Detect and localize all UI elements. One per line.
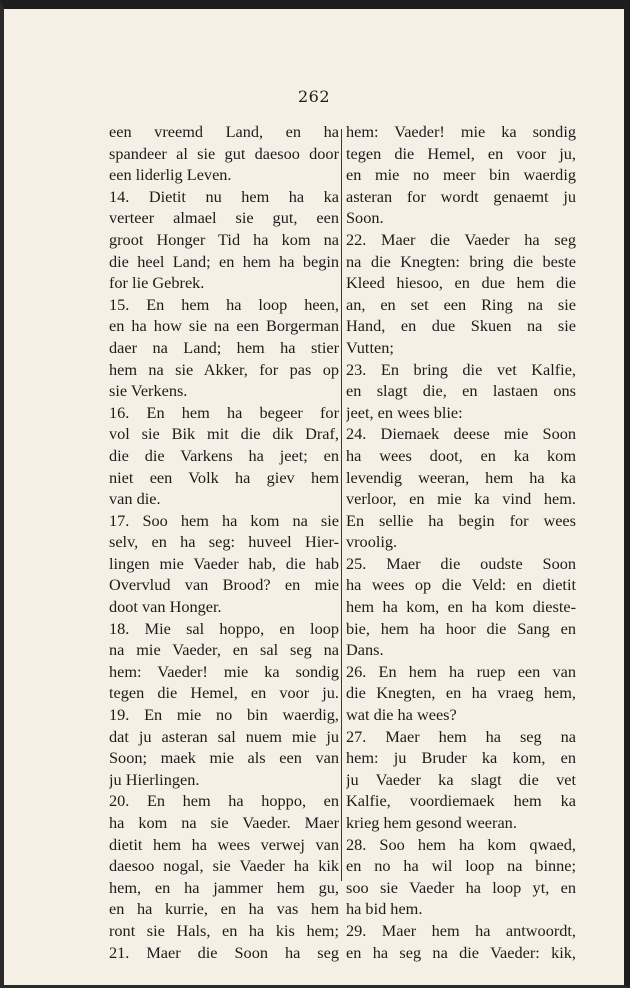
text-line: lingen mie Vaeder hab, die hab <box>109 553 339 573</box>
text-line: een vreemd Land, en ha <box>109 122 339 141</box>
text-line: tegen die Hemel, en voor ju. <box>109 683 339 703</box>
text-line: en no ha wil loop na binne; <box>346 856 576 876</box>
text-line: groot Honger Tid ha kom na <box>109 229 339 249</box>
text-line: En sellie ha begin for wees <box>346 510 576 530</box>
text-line: verteer almael sie gut, een <box>109 208 339 228</box>
text-line: die die Varkens ha jeet; en <box>109 445 339 465</box>
text-line: hem ha kom, en ha kom dieste- <box>346 597 576 617</box>
text-line: 14. Dietit nu hem ha ka <box>109 186 339 206</box>
text-line: 22. Maer die Vaeder ha seg <box>346 229 576 249</box>
text-line: Soon. <box>346 208 384 228</box>
text-line: vol sie Bik mit die dik Draf, <box>109 424 339 444</box>
text-line: wat die ha wees? <box>346 705 457 725</box>
text-line: 18. Mie sal hoppo, en loop <box>109 618 339 638</box>
text-line: krieg hem gesond weeran. <box>346 813 517 832</box>
text-line: 20. En hem ha hoppo, en <box>109 791 339 811</box>
text-line: 26. En hem ha ruep een van <box>346 661 576 681</box>
text-line: ha wees op die Veld: en dietit <box>346 575 576 595</box>
text-line: 23. En bring die vet Kalfie, <box>346 359 576 379</box>
text-line: en ha kurrie, en ha vas hem <box>109 899 339 919</box>
text-line: dietit hem ha wees verwej van <box>109 834 339 854</box>
right-text-column <box>346 121 576 963</box>
text-line: dat ju asteran sal nuem mie ju <box>109 726 339 746</box>
text-line: 19. En mie no bin waerdig, <box>109 705 339 725</box>
text-line: daesoo nogal, sie Vaeder ha kik <box>109 856 339 876</box>
text-line: en slagt die, en lastaen ons <box>346 381 576 401</box>
text-line: asteran for wordt genaemt ju <box>346 186 576 206</box>
text-line: ha bid hem. <box>346 899 423 919</box>
text-line: hem: Vaeder! mie ka sondig <box>346 122 576 141</box>
text-line: na mie Vaeder, en sal seg na <box>109 640 339 660</box>
text-line: spandeer al sie gut daesoo door <box>109 143 339 163</box>
text-line: hem na sie Akker, for pas op <box>109 359 339 379</box>
text-line: en ha how sie na een Borgerman <box>109 316 339 336</box>
text-line: 29. Maer hem ha antwoordt, <box>346 920 576 940</box>
text-line: an, en set een Ring na sie <box>346 294 576 314</box>
text-line: soo sie Vaeder ha loop yt, en <box>346 877 576 897</box>
text-line: ha wees doot, en ka kom <box>346 445 576 465</box>
text-line: hem: ju Bruder ka kom, en <box>346 748 576 768</box>
text-line: doot van Honger. <box>109 597 222 617</box>
page-number: 262 <box>297 87 331 106</box>
text-line: jeet, en wees blie: <box>346 402 463 422</box>
text-line: 27. Maer hem ha seg na <box>346 726 576 746</box>
text-line: 21. Maer die Soon ha seg <box>109 942 339 962</box>
text-line: 16. En hem ha begeer for <box>109 402 339 422</box>
text-line: na die Knegten: bring die beste <box>346 251 576 271</box>
text-line: 15. En hem ha loop heen, <box>109 294 339 314</box>
text-line: 25. Maer die oudste Soon <box>346 553 576 573</box>
text-line: en mie no meer bin waerdig <box>346 165 576 185</box>
text-line: daer na Land; hem ha stier <box>109 337 339 357</box>
text-line: ront sie Hals, en ha kis hem; <box>109 920 339 940</box>
text-line: en ha seg na die Vaeder: kik, <box>346 942 576 962</box>
text-line: verloor, en mie ka vind hem. <box>346 489 576 509</box>
text-line: sie Verkens. <box>109 381 188 401</box>
text-line: een liderlig Leven. <box>109 165 232 185</box>
text-line: bie, hem ha hoor die Sang en <box>346 618 576 638</box>
text-line: Hand, en due Skuen na sie <box>346 316 576 336</box>
left-text-column <box>109 121 339 963</box>
text-line: hem, en ha jammer hem gu, <box>109 877 339 897</box>
text-line: Overvlud van Brood? en mie <box>109 575 339 595</box>
text-line: Kalfie, voordiemaek hem ka <box>346 791 576 811</box>
text-line: die Knegten, en ha vraeg hem, <box>346 683 576 703</box>
text-line: tegen die Hemel, en voor ju, <box>346 143 576 163</box>
text-line: Dans. <box>346 640 384 660</box>
text-line: vroolig. <box>346 532 398 552</box>
text-line: for lie Gebrek. <box>109 273 205 293</box>
text-line: ju Vaeder ka slagt die vet <box>346 769 576 789</box>
text-line: selv, en ha seg: huveel Hier- <box>109 532 339 552</box>
text-line: 28. Soo hem ha kom qwaed, <box>346 834 576 854</box>
text-line: hem: Vaeder! mie ka sondig <box>109 661 339 681</box>
text-line: die heel Land; en hem ha begin <box>109 251 339 271</box>
book-page <box>4 9 624 985</box>
text-line: 24. Diemaek deese mie Soon <box>346 424 576 444</box>
text-line: niet een Volk ha giev hem <box>109 467 339 487</box>
text-line: van die. <box>109 489 161 509</box>
text-line: ha kom na sie Vaeder. Maer <box>109 813 339 832</box>
text-line: Kleed hiesoo, en due hem die <box>346 273 576 293</box>
text-line: Vutten; <box>346 337 394 357</box>
column-divider <box>341 129 342 881</box>
text-line: ju Hierlingen. <box>109 769 200 789</box>
text-line: 17. Soo hem ha kom na sie <box>109 510 339 530</box>
text-line: Soon; maek mie als een van <box>109 748 339 768</box>
text-line: levendig weeran, hem ha ka <box>346 467 576 487</box>
